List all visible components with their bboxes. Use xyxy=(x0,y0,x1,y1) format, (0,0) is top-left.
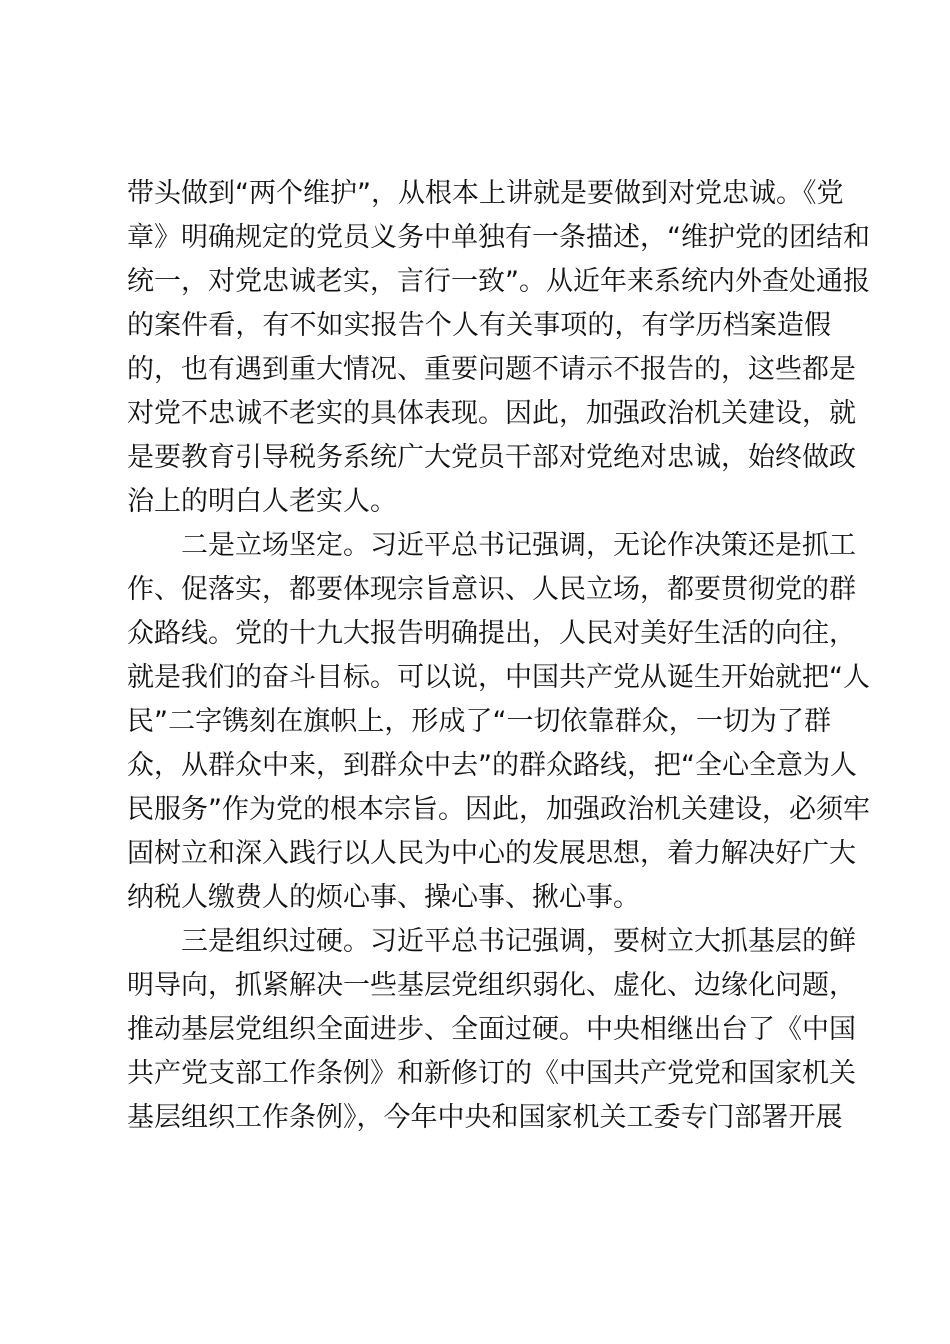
text-line: 带头做到“两个维护”，从根本上讲就是要做到对党忠诚。《党 xyxy=(127,178,844,209)
text-line: 民”二字镌刻在旗帜上，形成了“一切依靠群众，一切为了群 xyxy=(127,706,831,737)
text-line: 对党不忠诚不老实的具体表现。因此，加强政治机关建设，就 xyxy=(127,398,856,429)
paragraph-1 xyxy=(127,172,870,524)
text-line: 二是立场坚定。习近平总书记强调，无论作决策还是抓工 xyxy=(181,530,856,561)
text-line: 章》明确规定的党员义务中单独有一条描述，“维护党的团结和 xyxy=(127,222,870,253)
text-line: 的，也有遇到重大情况、重要问题不请示不报告的，这些都是 xyxy=(127,354,856,385)
text-line: 统一，对党忠诚老实，言行一致”。从近年来系统内外查处通报 xyxy=(127,266,870,297)
text-line: 就是我们的奋斗目标。可以说，中国共产党从诞生开始就把“人 xyxy=(127,662,870,693)
text-line: 基层组织工作条例》，今年中央和国家机关工委专门部署开展 xyxy=(127,1102,843,1133)
text-line: 明导向，抓紧解决一些基层党组织弱化、虚化、边缘化问题， xyxy=(127,970,856,1001)
text-line: 固树立和深入践行以人民为中心的发展思想，着力解决好广大 xyxy=(127,838,856,869)
text-line: 纳税人缴费人的烦心事、操心事、揪心事。 xyxy=(127,882,640,913)
text-line: 民服务”作为党的根本宗旨。因此，加强政治机关建设，必须牢 xyxy=(127,794,870,825)
text-line: 共产党支部工作条例》和新修订的《中国共产党党和国家机关 xyxy=(127,1058,856,1089)
text-line: 的案件看，有不如实报告个人有关事项的，有学历档案造假 xyxy=(127,310,831,341)
document-body xyxy=(127,172,870,1140)
text-line: 是要教育引导税务系统广大党员干部对党绝对忠诚，始终做政 xyxy=(127,442,856,473)
paragraph-2 xyxy=(127,524,870,920)
text-line: 推动基层党组织全面进步、全面过硬。中央相继出台了《中国 xyxy=(127,1014,856,1045)
text-line: 三是组织过硬。习近平总书记强调，要树立大抓基层的鲜 xyxy=(181,926,856,957)
text-line: 众路线。党的十九大报告明确提出，人民对美好生活的向往， xyxy=(127,618,856,649)
paragraph-3 xyxy=(127,920,856,1140)
text-line: 治上的明白人老实人。 xyxy=(127,486,397,517)
text-line: 众，从群众中来，到群众中去”的群众路线，把“全心全意为人 xyxy=(127,750,857,781)
text-line: 作、促落实，都要体现宗旨意识、人民立场，都要贯彻党的群 xyxy=(127,574,856,605)
